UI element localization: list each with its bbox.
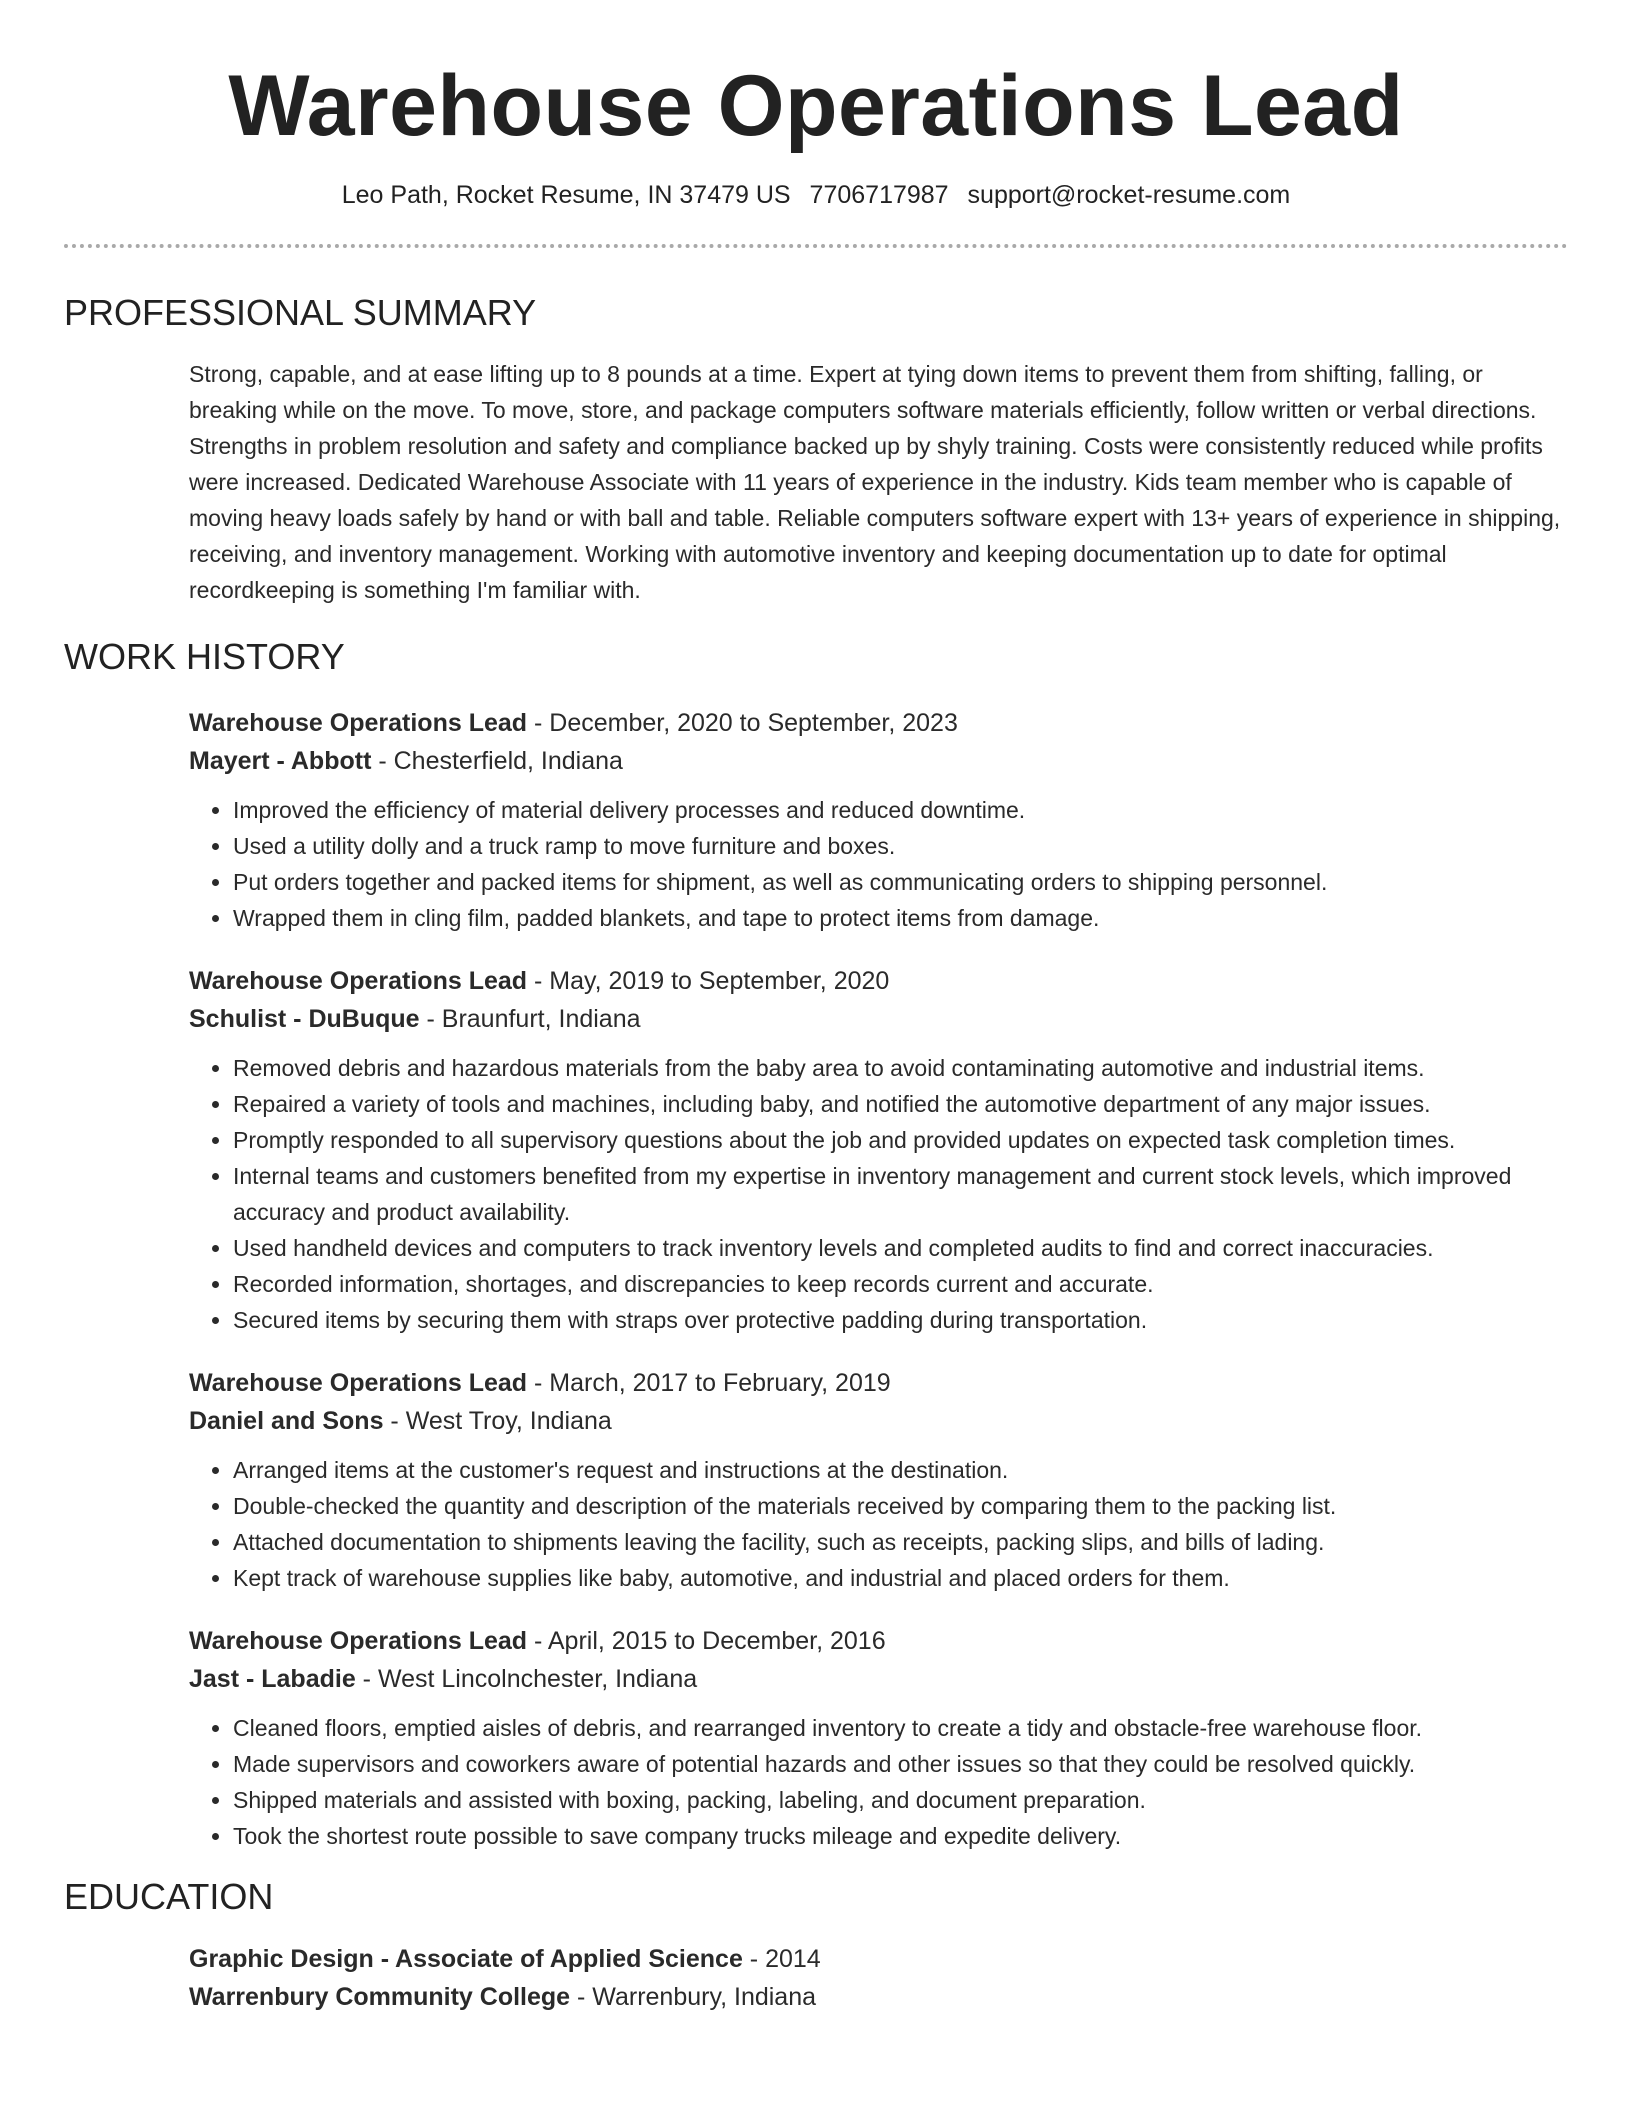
job-dates: - December, 2020 to September, 2023 [527,709,958,737]
job-company: Daniel and Sons [189,1407,384,1435]
job-entry [189,1622,1568,1854]
job-bullet: • Secured items by securing them with straps over protective padding during transportation. [233,1302,1568,1338]
job-bullets [189,1710,1568,1854]
education-school: Warrenbury Community College [189,1983,571,2011]
job-title-line [189,962,1568,1000]
job-title-line [189,1364,1568,1402]
job-title-line [189,704,1568,742]
education-title: EDUCATION [64,1876,274,1917]
summary-section [64,290,1568,608]
education-year: - 2014 [742,1945,821,1973]
education-location: - Warrenbury, Indiana [570,1983,817,2011]
contact-address: Leo Path, Rocket Resume, IN 37479 US [341,181,791,209]
job-bullet: • Recorded information, shortages, and discrepancies to keep records current and accurate. [233,1266,1568,1302]
job-bullet: • Kept track of warehouse supplies like baby, automotive, and industrial and placed orders for them. [233,1560,1568,1596]
job-bullet: • Took the shortest route possible to save company trucks mileage and expedite delivery. [233,1818,1568,1854]
job-bullet: • Double-checked the quantity and description of the materials received by comparing them to the packing list. [233,1488,1568,1524]
work-history-section [64,634,1568,1854]
job-dates: - May, 2019 to September, 2020 [527,967,890,995]
job-location: - Chesterfield, Indiana [371,747,623,775]
job-bullets [189,1050,1568,1338]
job-dates: - April, 2015 to December, 2016 [527,1627,886,1655]
header-divider [64,244,1568,248]
job-company-line [189,1402,1568,1440]
job-company: Jast - Labadie [189,1665,356,1693]
education-section [64,1874,1568,2016]
contact-phone[interactable]: 7706717987 [809,181,949,209]
job-bullet: • Put orders together and packed items for shipment, as well as communicating orders to shipping personnel. [233,864,1568,900]
summary-title: PROFESSIONAL SUMMARY [64,292,537,333]
education-degree: Graphic Design - Associate of Applied Science [189,1945,743,1973]
job-company-line [189,1660,1568,1698]
job-list [64,704,1568,1854]
job-role: Warehouse Operations Lead [189,709,528,737]
job-location: - Braunfurt, Indiana [419,1005,641,1033]
job-bullet: • Wrapped them in cling film, padded blankets, and tape to protect items from damage. [233,900,1568,936]
job-company-line [189,742,1568,780]
education-school-line [189,1978,1568,2016]
job-dates: - March, 2017 to February, 2019 [527,1369,891,1397]
summary-text: Strong, capable, and at ease lifting up to 8 pounds at a time. Expert at tying down items to prevent them from shifting, falling, or breaking while on the move. To move, store, and package computers software materials efficiently, follow written or verbal directions. Strengths in problem resolution and safety and compliance backed up by shyly training. Costs were consistently reduced while profits were increased. Dedicated Warehouse Associate with 11 years of experience in the industry. Kids team member who is capable of moving heavy loads safely by hand or with ball and table. Reliable computers software expert with 13+ years of experience in shipping, receiving, and inventory management. Working with automotive inventory and keeping documentation up to date for optimal recordkeeping is something I'm familiar with. [189,361,1561,603]
job-entry [189,704,1568,936]
job-company: Schulist - DuBuque [189,1005,420,1033]
job-bullet: • Removed debris and hazardous materials from the baby area to avoid contaminating automotive and industrial items. [233,1050,1568,1086]
job-bullet: • Used handheld devices and computers to track inventory levels and completed audits to find and correct inaccuracies. [233,1230,1568,1266]
job-role: Warehouse Operations Lead [189,1627,528,1655]
job-location: - West Troy, Indiana [383,1407,612,1435]
contact-line [64,178,1568,212]
contact-email[interactable]: support@rocket-resume.com [967,181,1291,209]
job-role: Warehouse Operations Lead [189,1369,528,1397]
resume-name: Warehouse Operations Lead [228,58,1404,154]
job-bullet: • Arranged items at the customer's request and instructions at the destination. [233,1452,1568,1488]
job-bullets [189,1452,1568,1596]
job-bullet: • Cleaned floors, emptied aisles of debris, and rearranged inventory to create a tidy and obstacle-free warehouse floor. [233,1710,1568,1746]
education-degree-line [189,1940,1568,1978]
job-bullets [189,792,1568,936]
job-bullet: • Repaired a variety of tools and machines, including baby, and notified the automotive department of any major issues. [233,1086,1568,1122]
job-bullet: • Shipped materials and assisted with boxing, packing, labeling, and document preparation. [233,1782,1568,1818]
job-company: Mayert - Abbott [189,747,372,775]
job-entry [189,1364,1568,1596]
job-bullet: • Internal teams and customers benefited from my expertise in inventory management and current stock levels, which improved accuracy and product availability. [233,1158,1568,1230]
job-entry [189,962,1568,1338]
resume-header [64,0,1568,248]
job-bullet: • Made supervisors and coworkers aware of potential hazards and other issues so that they could be resolved quickly. [233,1746,1568,1782]
job-role: Warehouse Operations Lead [189,967,528,995]
education-entry [64,1940,1568,2016]
job-bullet: • Used a utility dolly and a truck ramp to move furniture and boxes. [233,828,1568,864]
work-history-title: WORK HISTORY [64,636,345,677]
job-bullet: • Improved the efficiency of material delivery processes and reduced downtime. [233,792,1568,828]
job-bullet: • Attached documentation to shipments leaving the facility, such as receipts, packing slips, and bills of lading. [233,1524,1568,1560]
job-location: - West Lincolnchester, Indiana [355,1665,698,1693]
job-bullet: • Promptly responded to all supervisory questions about the job and provided updates on expected task completion times. [233,1122,1568,1158]
job-company-line [189,1000,1568,1038]
job-title-line [189,1622,1568,1660]
